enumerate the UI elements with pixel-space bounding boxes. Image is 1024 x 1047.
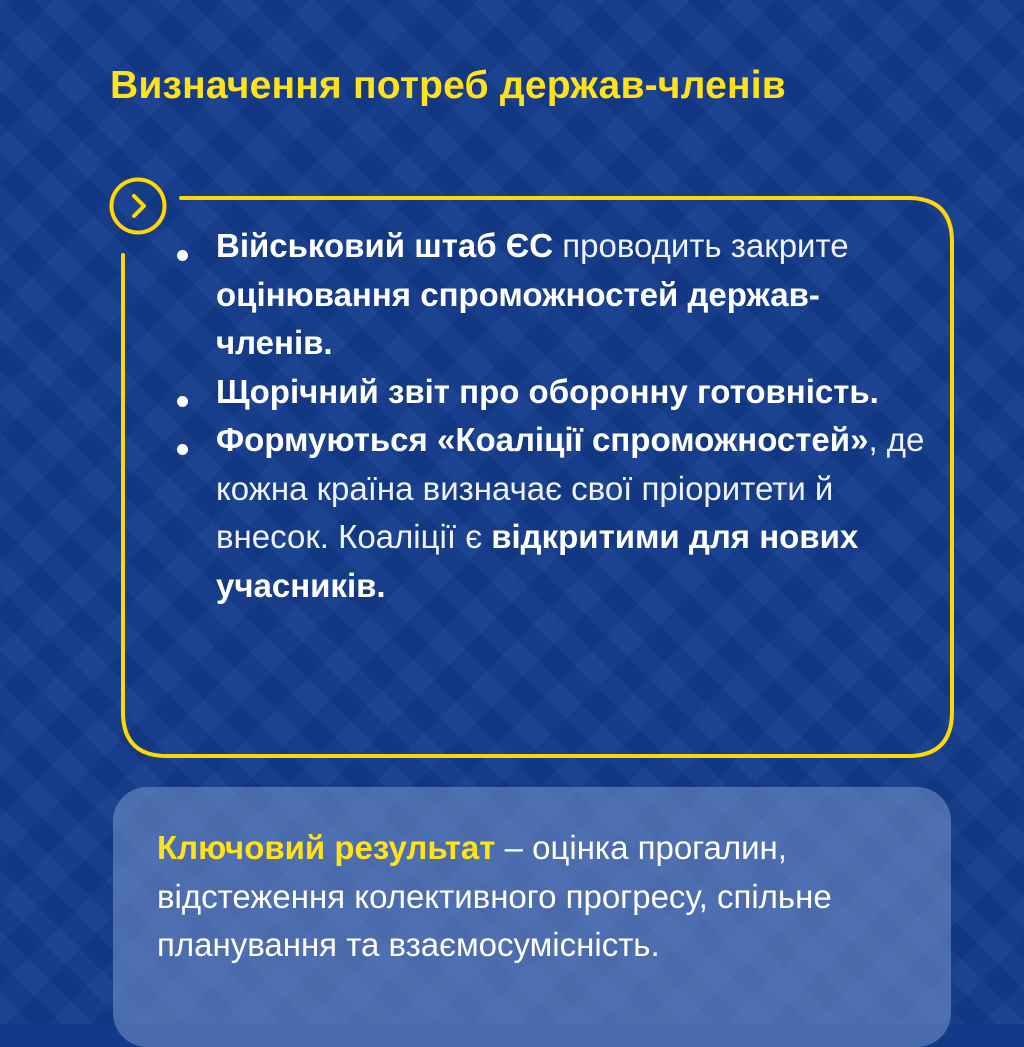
bullet-dot — [177, 396, 188, 407]
key-result-highlight: Ключовий результат — [157, 829, 496, 866]
key-result-text — [157, 824, 937, 970]
bullet-bold-text: Формуються «Коаліції спроможностей» — [216, 421, 869, 458]
bullet-bold-text: Щорічний звіт про оборонну готовність. — [216, 372, 879, 410]
bullet-text: , де кожна країна визначає свої пріоритети й внесок. Коаліції є — [216, 421, 925, 555]
list-item — [175, 416, 935, 610]
list-item — [175, 368, 935, 417]
bullet-dot — [177, 444, 188, 455]
bullet-list — [175, 222, 935, 610]
bullet-bold-text: оцінювання спроможностей держав-членів. — [216, 275, 820, 361]
page-title: Визначення потреб держав-членів — [110, 64, 786, 107]
key-result-body: – оцінка прогалин, відстеження колективного прогресу, спільне планування та взаємосумісність. — [157, 829, 832, 963]
bullet-bold-text: Військовий штаб ЄС — [216, 227, 554, 264]
bullet-dot — [177, 250, 188, 261]
bullet-text: проводить закрите — [553, 227, 849, 264]
chevron-right-icon — [109, 177, 167, 235]
list-item — [175, 222, 935, 368]
bullet-bold-text: відкритими для нових учасників. — [216, 518, 859, 604]
